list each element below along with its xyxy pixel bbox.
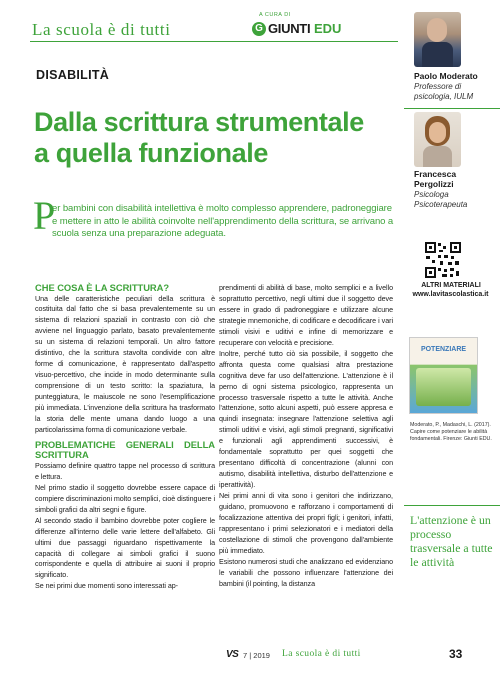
paragraph: Una delle caratteristiche peculiari della scrittura è costituita dal fatto che si basa prevalentemente su un sistema di relazioni spaziali in contrasto con ciò che avviene nel linguaggio parlato, basato prevalentemente su un sistema di relazioni temporali. Un altro fattore distintivo, che la scrittura stavolta condivide con altre forme di comunicazione, è rappresentato dall'aspetto visuo-percettivo, che incide in modo determinante sulla comprensione di un testo scritto: la spaziatura, la punteggiatura, le maiuscole ne sono l'esemplificazione più immediata. L'invenzione della scrittura ha trasformato la storia delle mente umana dando luogo a una particolarissima forma di comunicazione verbale. xyxy=(35,294,215,434)
paragraph: Esistono numerosi studi che analizzano ed evidenziano le variabili che possono influenzare l'attenzione dei bambini (il pointing, la distanza xyxy=(219,557,393,588)
materials-label: ALTRI MATERIALI xyxy=(421,282,481,289)
section-label: DISABILITÀ xyxy=(36,68,110,82)
book-cover-image xyxy=(409,337,478,414)
title-line-1: Dalla scrittura strumentale xyxy=(34,107,364,137)
materials-link[interactable]: www.lavitascolastica.it xyxy=(412,291,489,298)
series-title: La scuola è di tutti xyxy=(32,20,171,39)
footer-series-title: La scuola è di tutti xyxy=(282,649,361,659)
pullquote-divider xyxy=(404,505,500,506)
author-role: Professore di psicologia, IULM xyxy=(414,82,474,101)
book-caption: Moderato, P., Madaschi, L. (2017). Capire come potenziare le abilità fondamentali. Firenze: Giunti EDU. xyxy=(410,422,492,443)
body-column-1 xyxy=(35,283,215,592)
article-lead: er bambini con disabilità intellettiva è molto complesso apprendere, padroneggiare e mettere in atto le abilità coinvolte nell'apprendimento della scrittura, se arrivano a scuola senza una preparazione adeguata. xyxy=(52,203,394,239)
acura-label: A CURA DI xyxy=(259,12,291,18)
header-divider xyxy=(30,41,398,42)
dropcap: P xyxy=(33,193,56,238)
author-photo-moderato xyxy=(414,12,461,67)
paragraph: Nei primi anni di vita sono i genitori che indirizzano, guidano, promuovono e rafforzano i comportamenti di focalizzazione attentiva dei propri figli; i genitori, infatti, rappresentano i primi selezionatori e i mediatori della costellazione di stimoli che provengono dall'ambiente più immediato. xyxy=(219,492,393,555)
title-line-2: a quella funzionale xyxy=(34,138,268,168)
page-number: 33 xyxy=(449,647,463,661)
paragraph: Al secondo stadio il bambino dovrebbe poter cogliere le differenze all'interno delle varie lettere dell'alfabeto. Gli ultimi due passaggi riguardano rispettivamente la capacità di collegare ai simboli grafici il suono corrispondente e quella di attribuire ai suoni il proprio significato. xyxy=(35,516,215,580)
author-name: Francesca Pergolizzi xyxy=(414,169,457,189)
paragraph: prendimenti di abilità di base, molto semplici e a livello soprattutto percettivo, negli ultimi due il soggetto deve essere in grado di padroneggiare e utilizzare alcune strategie mnemoniche, di codificare e decodificare i vari stimoli visivi e uditivi e infine di memorizzare e recuperare con velocità e precisione. xyxy=(219,284,393,347)
paragraph: Possiamo definire quattro tappe nel processo di scrittura e lettura. xyxy=(35,461,215,481)
magazine-logo: VS xyxy=(226,649,239,660)
brand-edu: EDU xyxy=(314,21,342,36)
article-title xyxy=(34,107,364,169)
book-title: POTENZIARE xyxy=(420,346,467,353)
paragraph: Inoltre, perché tutto ciò sia possibile, il soggetto che affronta questa come qualsiasi altra prestazione cognitiva deve far uso dell'attenzione. L'attenzione è il perno di ogni sistema psicologico, rappresenta un processo trasversale rispetto a tutte le attività. Anche l'attenzione, sotto alcuni aspetti, può essere appresa e quindi insegnata: insegnare l'attenzione selettiva agli stimoli uditivi e visivi, agli stimoli pregnanti, significativi e funzionali agli apprendimenti successivi, è fondamentale soprattutto per quei soggetti che presentano difficoltà di concentrazione (alunni con autismo, disabilità intellettiva, disturbo dell'attenzione e iperattività). xyxy=(219,349,393,490)
author-name: Paolo Moderato xyxy=(414,71,478,81)
pullquote: L'attenzione è un processo trasversale a tutte le attività xyxy=(410,513,493,569)
subheading: CHE COSA È LA SCRITTURA? xyxy=(35,282,170,293)
issue-number: 7 | 2019 xyxy=(243,651,270,660)
paragraph: Se nei primi due momenti sono interessati ap- xyxy=(35,582,179,591)
author-photo-pergolizzi xyxy=(414,112,461,167)
paragraph: Nel primo stadio il soggetto dovrebbe essere capace di compiere discriminazioni molto semplici, cioè distinguere i simboli grafici da altri segni e figure. xyxy=(35,483,216,514)
body-column-2 xyxy=(219,283,393,590)
giunti-logo-icon: G xyxy=(252,22,266,36)
qr-code-icon[interactable] xyxy=(424,241,462,279)
author-role: Psicologa Psicoterapeuta xyxy=(414,190,468,209)
author-divider xyxy=(404,108,500,109)
brand-giunti: GIUNTI xyxy=(268,21,311,36)
subheading: PROBLEMATICHE GENERALI DELLA SCRITTURA xyxy=(35,438,215,461)
